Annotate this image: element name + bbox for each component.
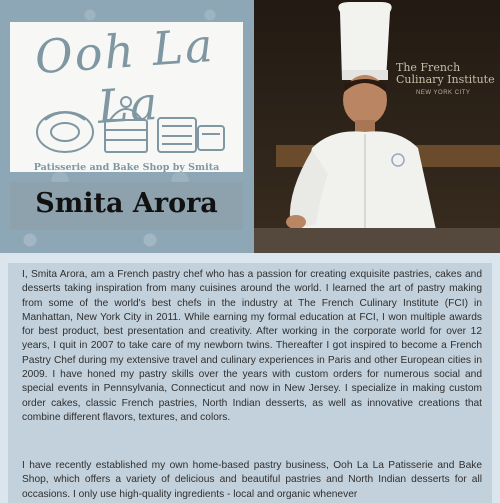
logo-card: [10, 17, 243, 173]
chef-figure-icon: [254, 0, 500, 253]
logo-title: Ooh La La: [33, 17, 217, 135]
photo-wall-text: The French Culinary Institute: [396, 61, 495, 86]
bio-paragraph-1: I, Smita Arora, am a French pastry chef who has a passion for creating exquisite pastries, cakes and desserts taking inspiration from many cuisines around the world. I learned the art of pastry making from some of the world's best chefs in the industry at The French Culinary Institute (FCI) in Manhattan, New York City in 2011. While earning my formal education at FCI, I won multiple awards for best product, best presentation and creativity. After working in the corporate world for over 12 years, I quit in 2007 to take care of my newborn twins. Thereafter I got inspired to become a French Pastry Chef during my extensive travel and culinary experiences in Paris and other European cities in 2009. I have honed my pastry skills over the years with custom orders for numerous social and special events in Pennsylvania, Connecticut and now in New Jersey. I specialize in making custom order cakes, classic French pastries, North Indian desserts, as well as innovative creations that combine different flavors, textures, and colors.: [22, 269, 482, 423]
chef-photo: [254, 0, 500, 253]
name-banner: [10, 182, 243, 230]
photo-counter: [254, 228, 500, 253]
chef-name: Smita Arora: [35, 188, 218, 219]
logo-subtitle: Patisserie and Bake Shop by Smita: [33, 162, 220, 173]
bio-paragraph-2: I have recently established my own home-based pastry business, Ooh La La Patisserie and Bake Shop, which offers a variety of delicious and beautiful pastries and North Indian desserts for all occasions. I only use high-quality ingredients - local and organic whenever: [22, 460, 482, 500]
photo-wall-subtext: NEW YORK CITY: [416, 90, 471, 96]
pastries-illustration-icon: [30, 90, 230, 160]
